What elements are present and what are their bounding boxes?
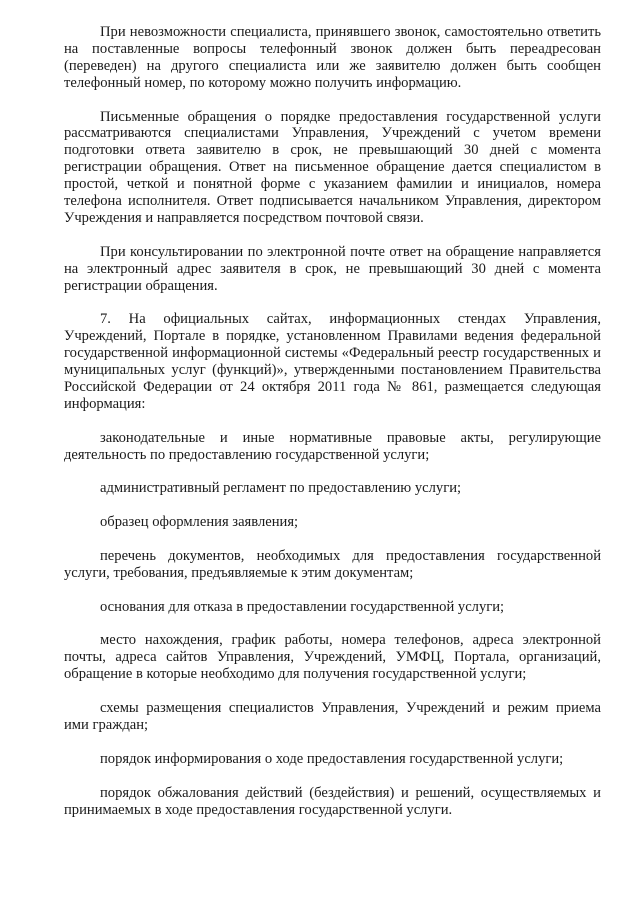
list-item-progress-info: порядок информирования о ходе предоставления государственной услуги; <box>100 750 564 767</box>
list-item-documents-list: перечень документов, необходимых для предоставления государственной услуги, требования, предъявляемые к этим документам; <box>64 547 601 581</box>
paragraph-phone-redirect: При невозможности специалиста, принявшего звонок, самостоятельно ответить на поставленные вопросы телефонный звонок должен быть переадресован (переведен) на другого специалиста или же заявителю должен быть сообщен телефонный номер, по которому можно получить информацию. <box>64 24 601 91</box>
list-item-refusal-grounds: основания для отказа в предоставлении государственной услуги; <box>100 598 505 615</box>
document-page <box>64 24 601 835</box>
paragraph-written-requests: Письменные обращения о порядке предоставления государственной услуги рассматриваются специалистами Управления, Учреждений с учетом времени подготовки ответа заявителю в срок, не превышающий 30 дней с момента регистрации обращения. Ответ на письменное обращение дается специалистом в простой, четкой и понятной форме с указанием фамилии и инициалов, номера телефона исполнителя. Ответ подписывается начальником Управления, директором Учреждения и направляется посредством почтовой связи. <box>64 108 601 226</box>
list-item-appeal-procedure: порядок обжалования действий (бездействия) и решений, осуществляемых и принимаемых в ходе предоставления государственной услуги. <box>64 784 601 818</box>
list-item-application-sample: образец оформления заявления; <box>100 514 299 531</box>
list-item-legal-acts: законодательные и иные нормативные правовые акты, регулирующие деятельность по предоставлению государственной услуги; <box>64 429 601 463</box>
list-item-regulation: административный регламент по предоставлению услуги; <box>100 480 462 497</box>
list-item-reception-schemes: схемы размещения специалистов Управления, Учреждений и режим приема ими граждан; <box>64 700 601 733</box>
list-item-contacts: место нахождения, график работы, номера телефонов, адреса электронной почты, адреса сайтов Управления, Учреждений, УМФЦ, Портала, организаций, обращение в которые необходимо для получения государственной услуги; <box>64 632 601 683</box>
paragraph-email-consulting: При консультировании по электронной почте ответ на обращение направляется на электронный адрес заявителя в срок, не превышающий 30 дней с момента регистрации обращения. <box>64 243 601 294</box>
paragraph-item-7: 7. На официальных сайтах, информационных стендах Управления, Учреждений, Портале в порядке, установленном Правилами ведения федеральной государственной информационной системы «Федеральный реестр государственных и муниципальных услуг (функций)», утвержденными постановлением Правительства Российской Федерации от 24 октября 2011 года № 861, размещается следующая информация: <box>64 311 601 412</box>
